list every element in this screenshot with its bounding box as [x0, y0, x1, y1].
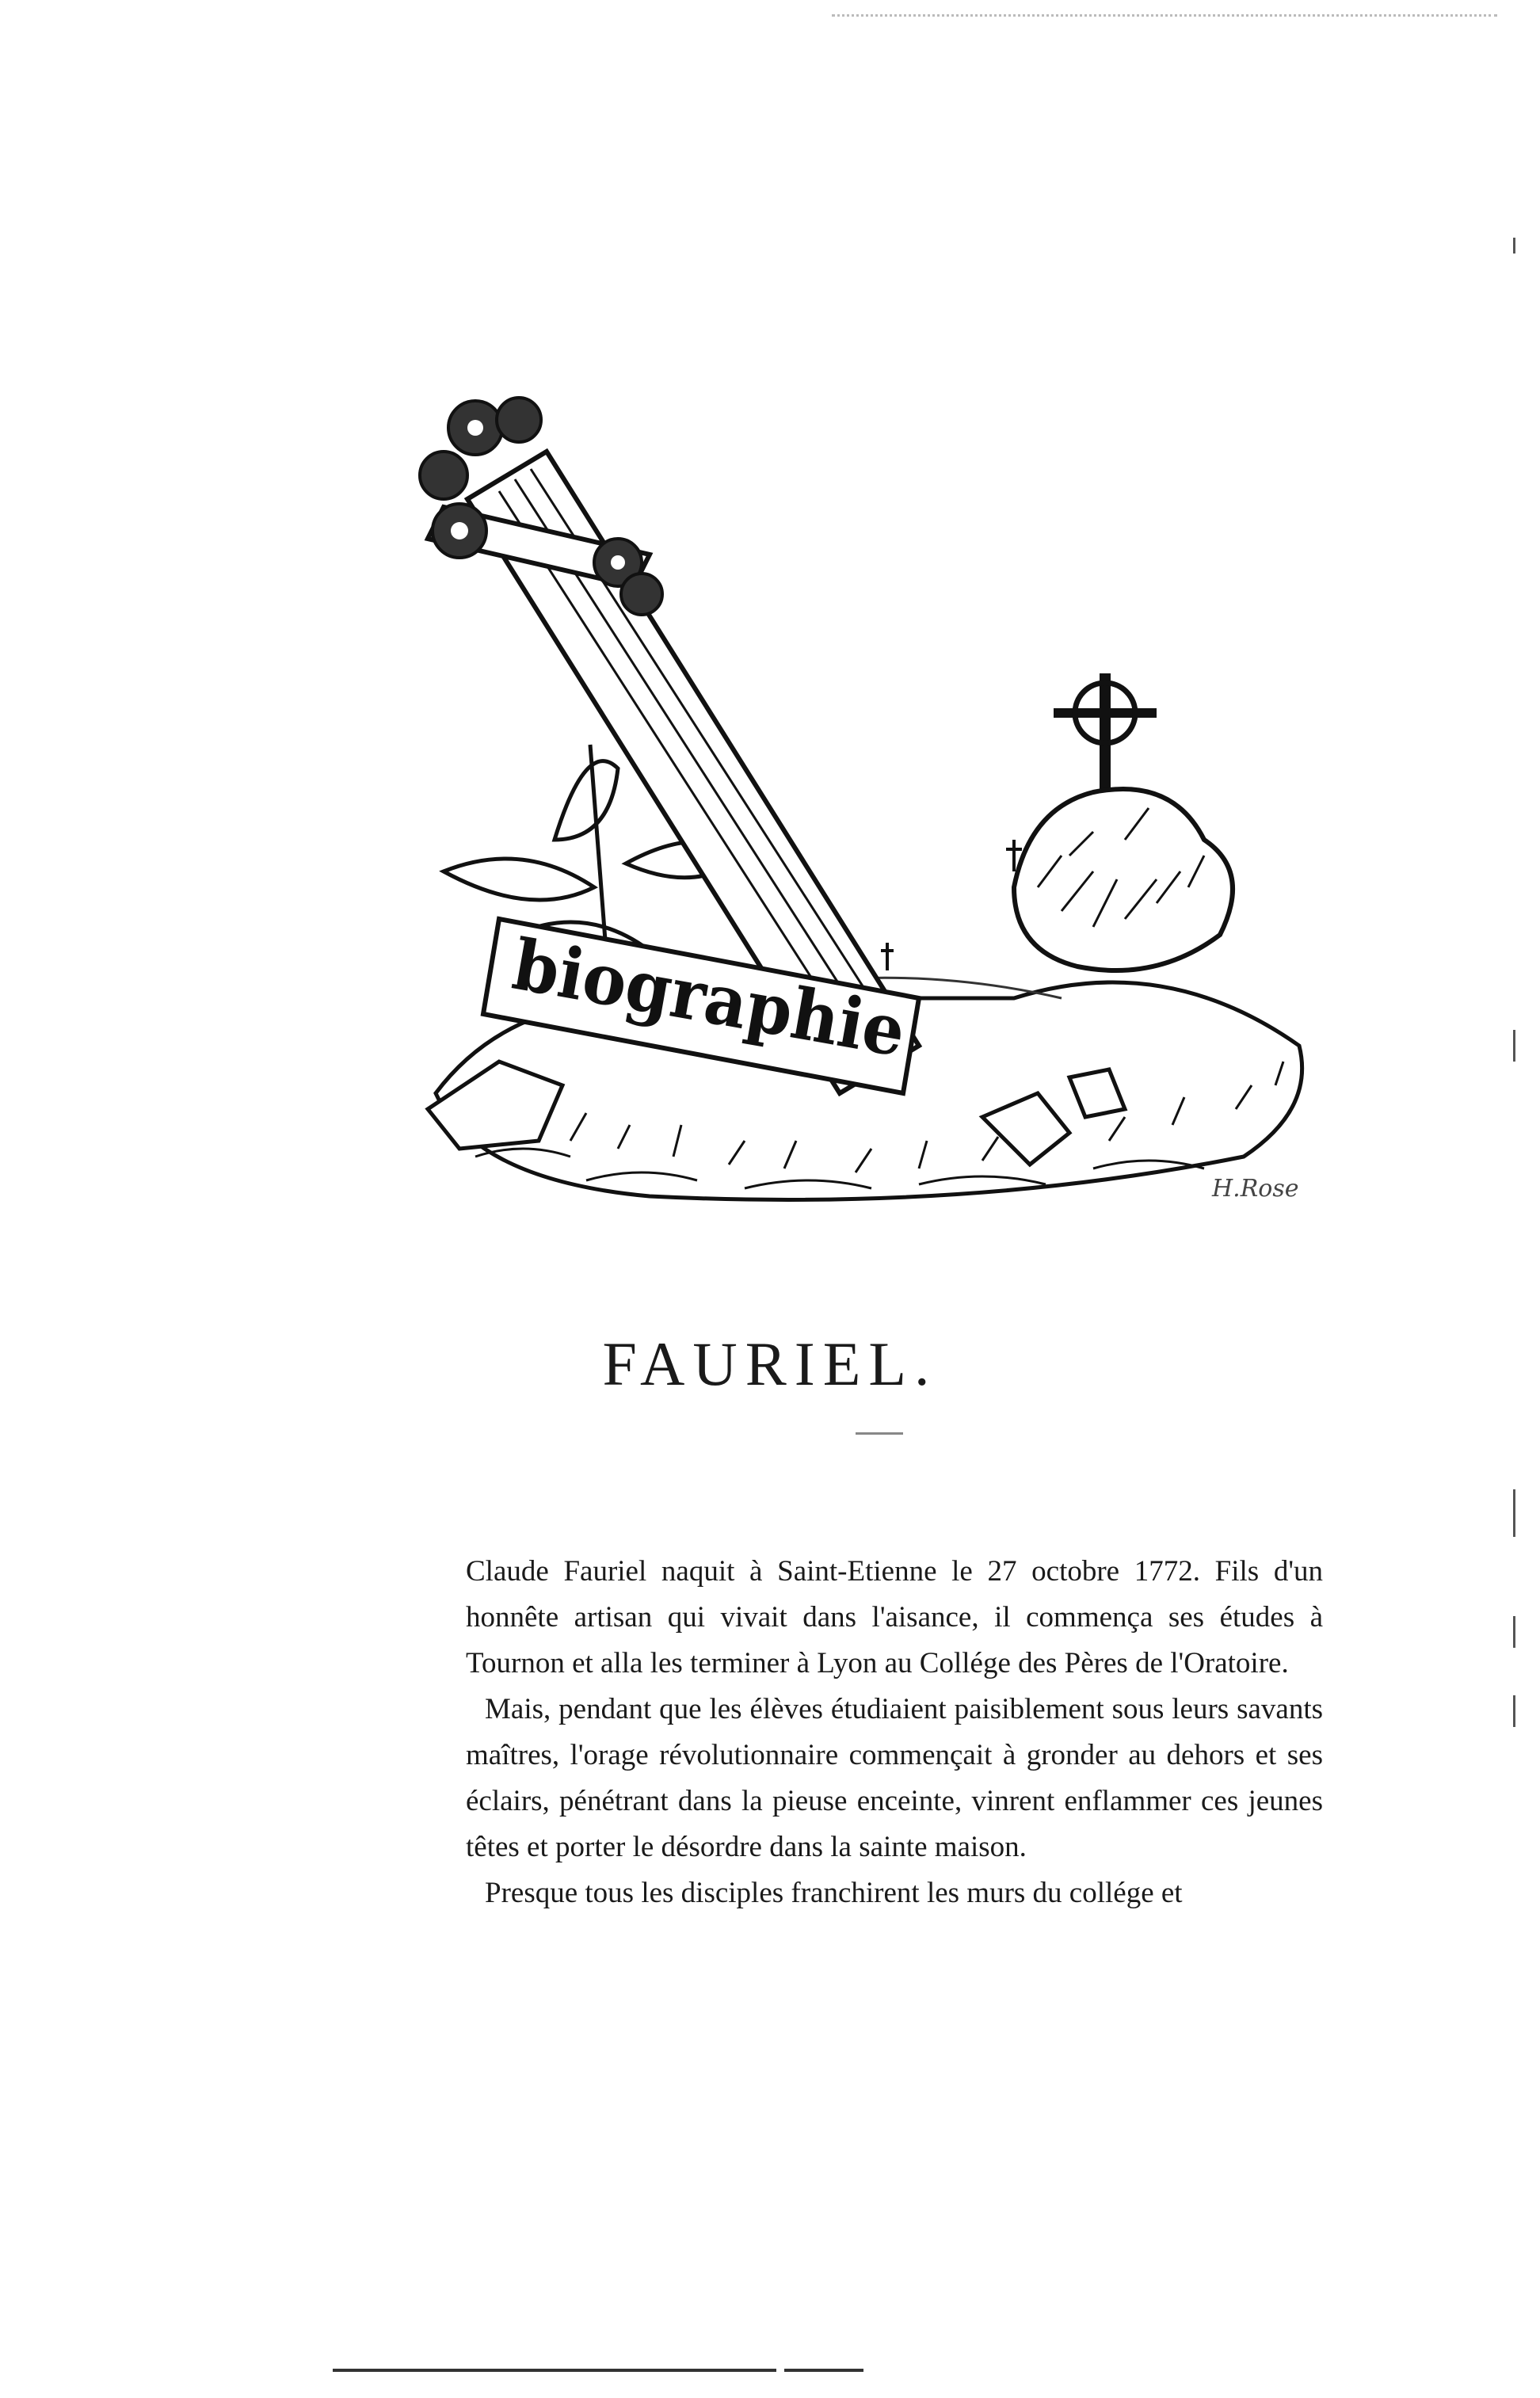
- paragraph-3: Presque tous les disciples franchirent les murs du collége et: [485, 1877, 1183, 1909]
- paragraph-1: Claude Fauriel naquit à Saint-Etienne le 27 octobre 1772. Fils d'un honnête artisan qui vivait dans l'aisance, il commença ses études à Tournon et alla les terminer à Lyon au Collége des Pères de l'Oratoire.: [466, 1555, 1323, 1679]
- article-body: [466, 1549, 1323, 1916]
- paragraph-2: Mais, pendant que les élèves étudiaient paisiblement sous leurs savants maîtres, l'orage révolutionnaire commençait à gronder au dehors et ses éclairs, pénétrant dans la pieuse enceinte, vinrent enflammer ces jeunes têtes et porter le désordre dans la sainte maison.: [466, 1693, 1323, 1863]
- scan-edge-mark: [1513, 1695, 1515, 1727]
- scan-edge-mark: [1513, 238, 1515, 254]
- scan-edge-dots: [832, 14, 1497, 19]
- footer-rule: [784, 2369, 863, 2372]
- article-title: FAURIEL.: [602, 1329, 938, 1399]
- scan-edge-mark: [1513, 1616, 1515, 1648]
- artist-signature: H.Rose: [1212, 1175, 1299, 1203]
- title-ornament-rule: [856, 1432, 903, 1435]
- footer-rule: [333, 2369, 776, 2372]
- right-cross-bush: [1014, 673, 1233, 970]
- biographie-vignette: [412, 396, 1331, 1252]
- scan-edge-mark: [1513, 1489, 1515, 1537]
- scan-edge-mark: [1513, 1030, 1515, 1062]
- banner-text: biographie: [507, 922, 938, 1077]
